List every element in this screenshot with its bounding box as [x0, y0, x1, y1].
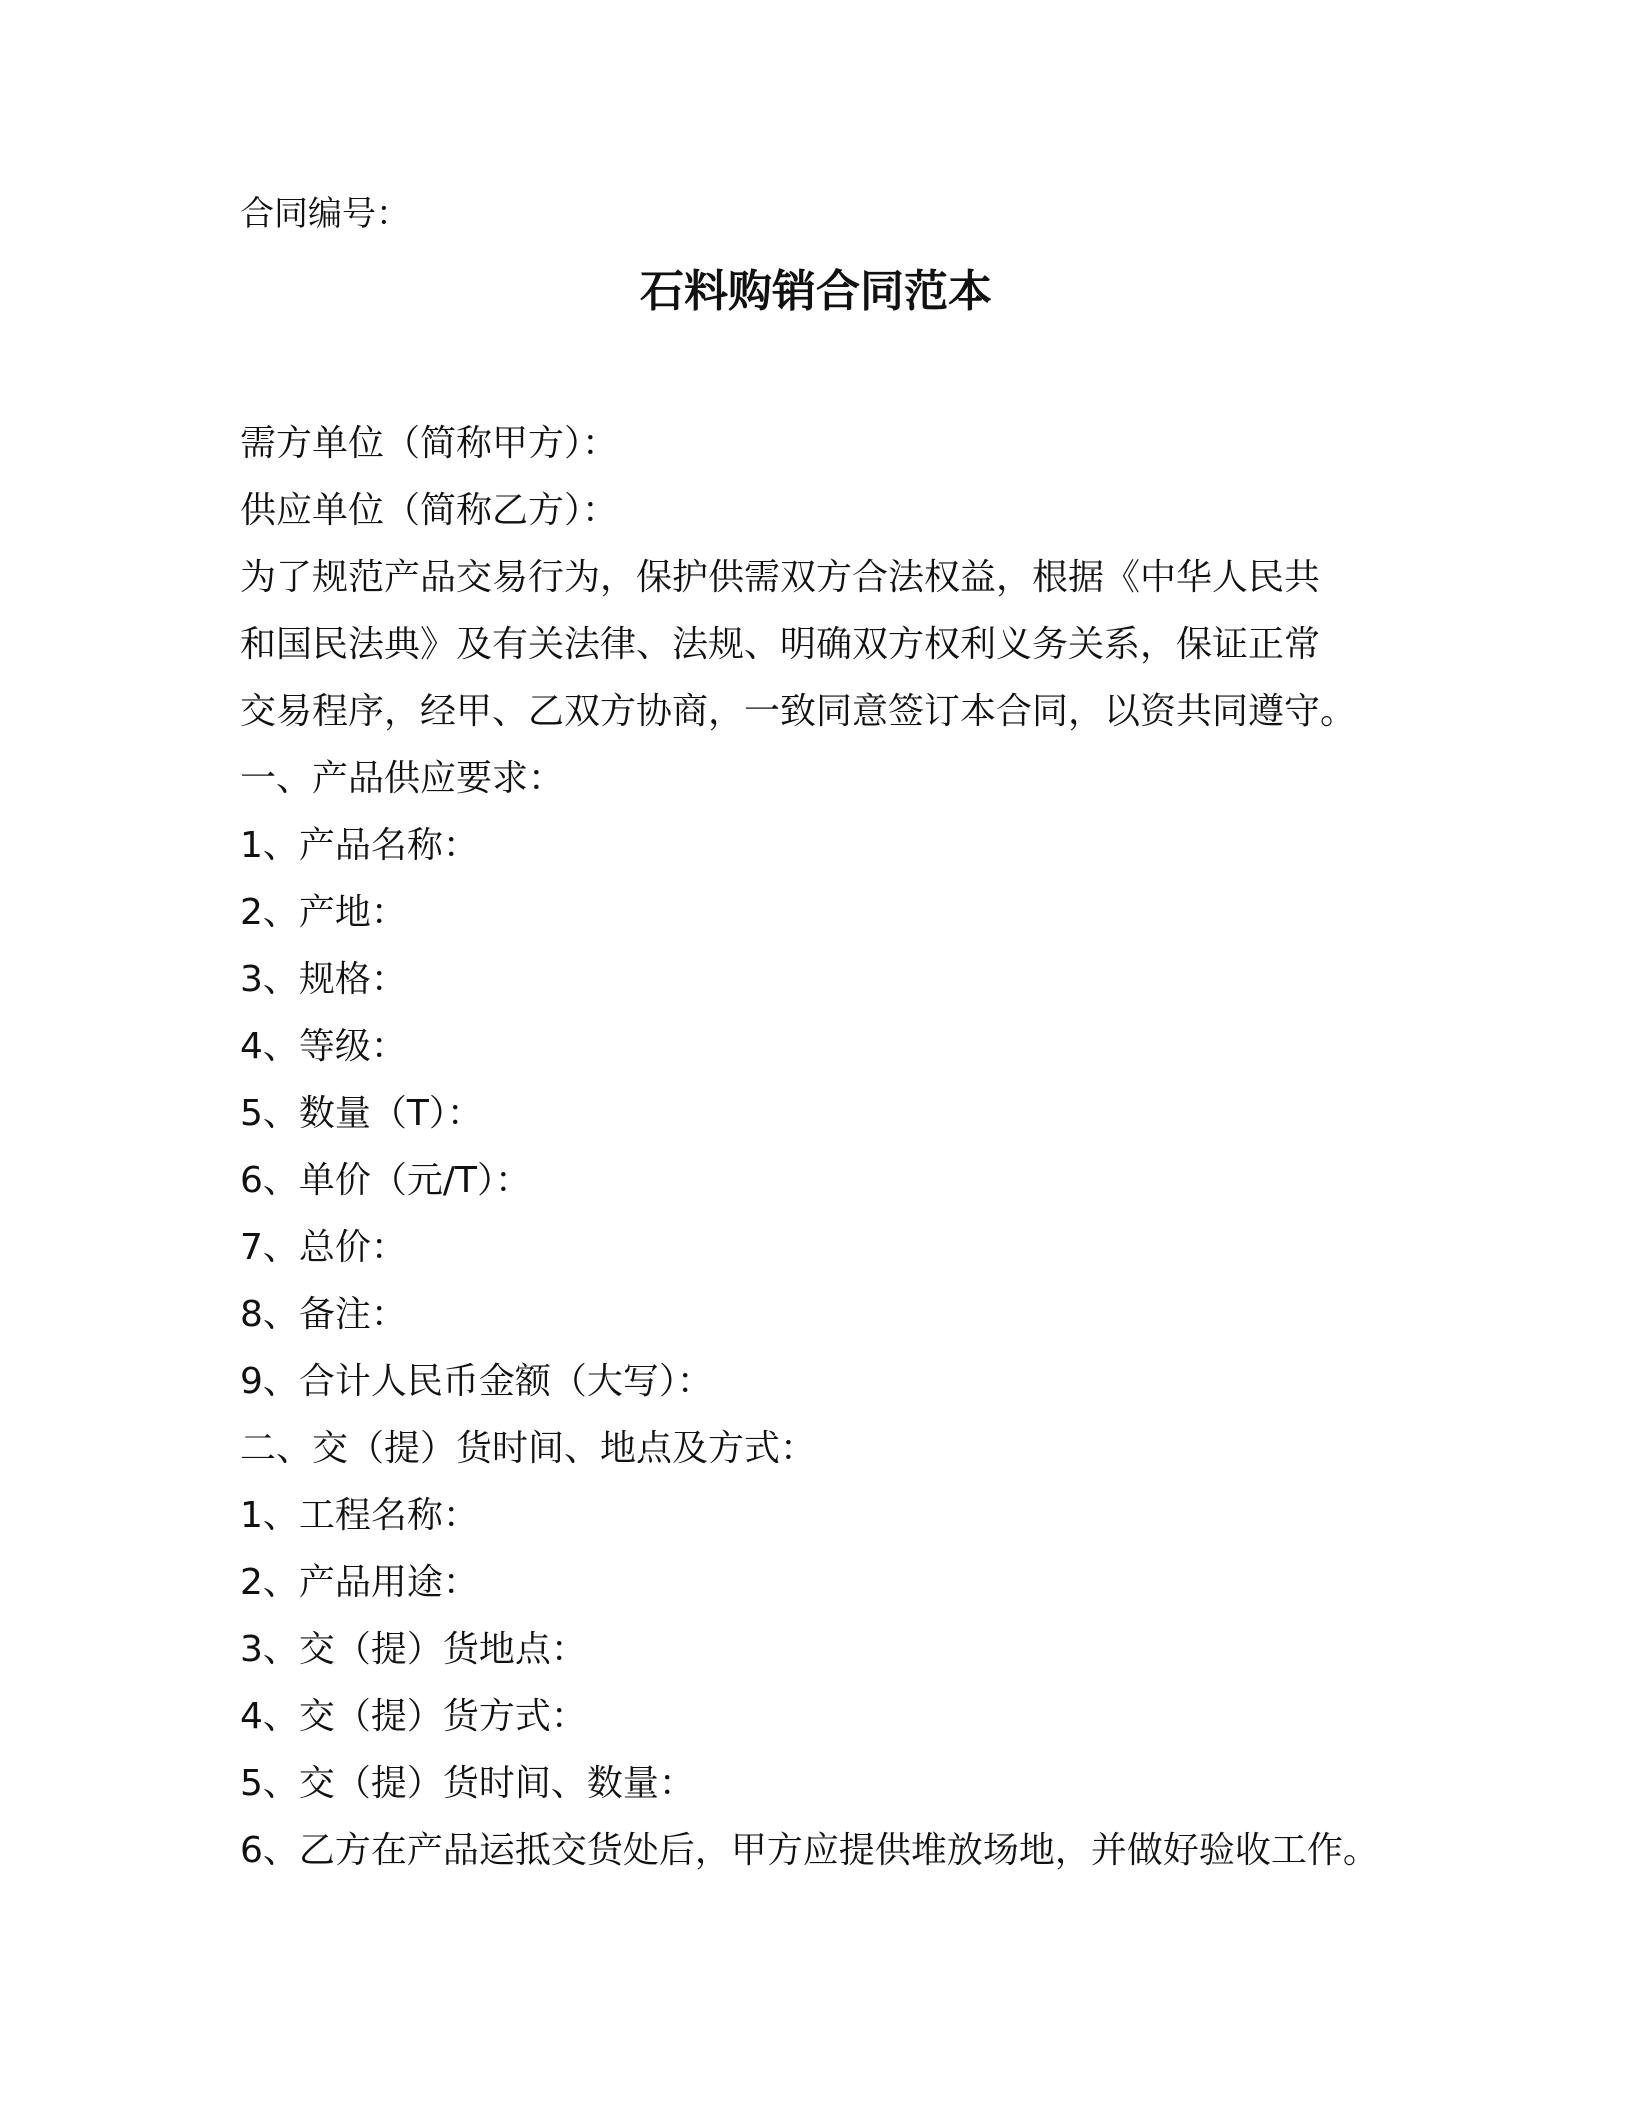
list-item: 4、交（提）货方式：	[240, 1696, 587, 1737]
preamble-line: 为了规范产品交易行为，保护供需双方合法权益，根据《中华人民共	[240, 557, 1321, 598]
document-title: 石料购销合同范本	[640, 266, 992, 317]
preamble-line: 交易程序，经甲、乙双方协商，一致同意签订本合同，以资共同遵守。	[240, 691, 1357, 732]
list-item: 6、单价（元/T）：	[240, 1160, 532, 1201]
list-item: 6、乙方在产品运抵交货处后，甲方应提供堆放场地，并做好验收工作。	[240, 1830, 1379, 1871]
list-item: 2、产品用途：	[240, 1562, 479, 1603]
list-item: 9、合计人民币金额（大写）：	[240, 1361, 713, 1402]
list-item: 1、产品名称：	[240, 825, 479, 866]
buyer-line: 需方单位（简称甲方）：	[240, 423, 619, 464]
section-heading: 一、产品供应要求：	[240, 758, 565, 799]
supplier-line: 供应单位（简称乙方）：	[240, 490, 619, 531]
list-item: 3、规格：	[240, 959, 407, 1000]
preamble-line: 和国民法典》及有关法律、法规、明确双方权利义务关系，保证正常	[240, 624, 1321, 665]
list-item: 2、产地：	[240, 892, 407, 933]
list-item: 5、数量（T）：	[240, 1093, 483, 1134]
document-body	[240, 410, 1440, 1884]
list-item: 5、交（提）货时间、数量：	[240, 1763, 695, 1804]
list-item: 7、总价：	[240, 1227, 407, 1268]
list-item: 8、备注：	[240, 1294, 407, 1335]
list-item: 1、工程名称：	[240, 1495, 479, 1536]
list-item: 3、交（提）货地点：	[240, 1629, 587, 1670]
section-heading: 二、交（提）货时间、地点及方式：	[240, 1428, 817, 1469]
list-item: 4、等级：	[240, 1026, 407, 1067]
contract-number-label: 合同编号：	[240, 194, 410, 234]
